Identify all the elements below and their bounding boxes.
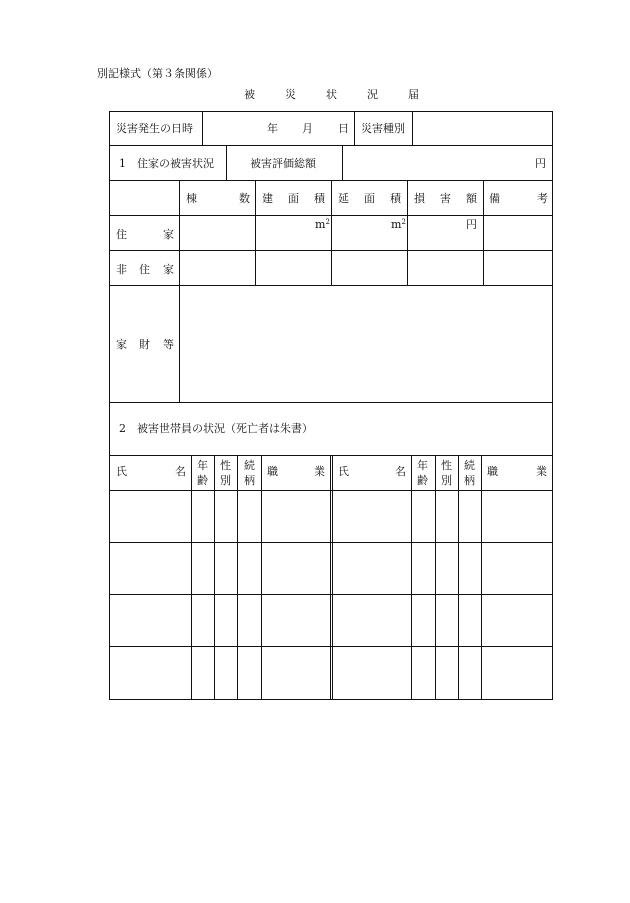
- row-label-non-house: 非: [116, 263, 127, 276]
- total-yen-unit: 円: [535, 157, 546, 170]
- col-divider: [191, 455, 192, 700]
- title-char: 況: [367, 88, 378, 101]
- row-divider: [109, 542, 553, 543]
- col-divider: [407, 180, 408, 285]
- table-border-right: [552, 111, 553, 700]
- header-damage: 害: [440, 192, 451, 205]
- header-sex: 別: [441, 474, 452, 487]
- col-divider: [435, 455, 436, 700]
- header-relation: 柄: [244, 474, 255, 487]
- unit-sq: 2: [325, 218, 330, 226]
- header-floor-area: 面: [364, 192, 375, 205]
- col-divider: [331, 180, 332, 285]
- header-job: 職: [267, 465, 278, 478]
- row-label-non-house: 住: [139, 263, 150, 276]
- col-divider-double: [332, 455, 333, 700]
- row-label-house: 住: [116, 228, 127, 241]
- row-divider: [109, 285, 553, 286]
- header-damage: 損: [414, 192, 425, 205]
- col-divider: [481, 455, 482, 700]
- form-note: 別記様式（第３条関係）: [97, 67, 218, 80]
- col-divider: [354, 111, 355, 145]
- header-sex: 性: [220, 459, 231, 472]
- day-label: 日: [338, 122, 349, 135]
- month-label: 月: [302, 122, 313, 135]
- col-divider: [214, 455, 215, 700]
- row-label-house: 家: [163, 228, 174, 241]
- col-divider: [226, 145, 227, 180]
- header-count: 棟: [186, 192, 197, 205]
- title-char: 届: [408, 88, 419, 101]
- total-damage-label: 被害評価総額: [250, 157, 316, 170]
- col-divider: [483, 180, 484, 285]
- form-title: [0, 88, 630, 102]
- header-job: 職: [487, 465, 498, 478]
- row-divider: [109, 455, 553, 456]
- header-building-area: 建: [262, 192, 273, 205]
- row-label-property: 等: [163, 338, 174, 351]
- col-divider: [412, 111, 413, 145]
- col-divider: [411, 455, 412, 700]
- header-name: 名: [395, 465, 406, 478]
- row-label-non-house: 家: [163, 263, 174, 276]
- unit-m2: [391, 218, 406, 233]
- header-remarks: 考: [537, 192, 548, 205]
- table-border-bottom: [109, 699, 553, 700]
- unit-yen: 円: [466, 218, 477, 231]
- section2-title: 2 被害世帯員の状況（死亡者は朱書）: [119, 422, 313, 435]
- header-floor-area: 延: [338, 192, 349, 205]
- year-label: 年: [267, 122, 278, 135]
- header-relation: 続: [244, 459, 255, 472]
- header-relation: 続: [464, 459, 475, 472]
- header-building-area: 面: [288, 192, 299, 205]
- header-age: 年: [197, 459, 208, 472]
- title-char: 災: [285, 88, 296, 101]
- header-relation: 柄: [464, 474, 475, 487]
- header-damage: 額: [466, 192, 477, 205]
- unit-m: m: [315, 218, 326, 231]
- header-name: 氏: [116, 465, 127, 478]
- row-label-property: 財: [139, 338, 150, 351]
- header-job: 業: [536, 465, 547, 478]
- row-divider: [109, 490, 553, 491]
- col-divider-double: [330, 455, 331, 700]
- disaster-type-label: 災害種別: [361, 122, 405, 135]
- header-job: 業: [314, 465, 325, 478]
- col-divider: [179, 180, 180, 402]
- date-label: 災害発生の日時: [116, 122, 193, 135]
- header-name: 氏: [338, 465, 349, 478]
- header-remarks: 備: [489, 192, 500, 205]
- header-count: 数: [239, 192, 250, 205]
- col-divider: [342, 145, 343, 180]
- header-sex: 別: [220, 474, 231, 487]
- row-divider: [109, 145, 553, 146]
- header-age: 齢: [197, 474, 208, 487]
- section1-title: 1 住家の被害状況: [119, 157, 214, 170]
- col-divider: [255, 180, 256, 285]
- header-building-area: 積: [314, 192, 325, 205]
- row-divider: [109, 402, 553, 403]
- row-divider: [109, 646, 553, 647]
- unit-m2: [315, 218, 330, 233]
- header-age: 年: [417, 459, 428, 472]
- row-label-property: 家: [116, 338, 127, 351]
- title-char: 被: [244, 88, 255, 101]
- col-divider: [202, 111, 203, 145]
- header-sex: 性: [441, 459, 452, 472]
- header-name: 名: [175, 465, 186, 478]
- unit-sq: 2: [401, 218, 406, 226]
- title-char: 状: [326, 88, 337, 101]
- table-border-left: [109, 111, 110, 700]
- table-border-top: [109, 111, 553, 112]
- col-divider: [458, 455, 459, 700]
- header-age: 齢: [417, 474, 428, 487]
- col-divider: [237, 455, 238, 700]
- row-divider: [109, 594, 553, 595]
- unit-m: m: [391, 218, 402, 231]
- header-floor-area: 積: [390, 192, 401, 205]
- col-divider: [261, 455, 262, 700]
